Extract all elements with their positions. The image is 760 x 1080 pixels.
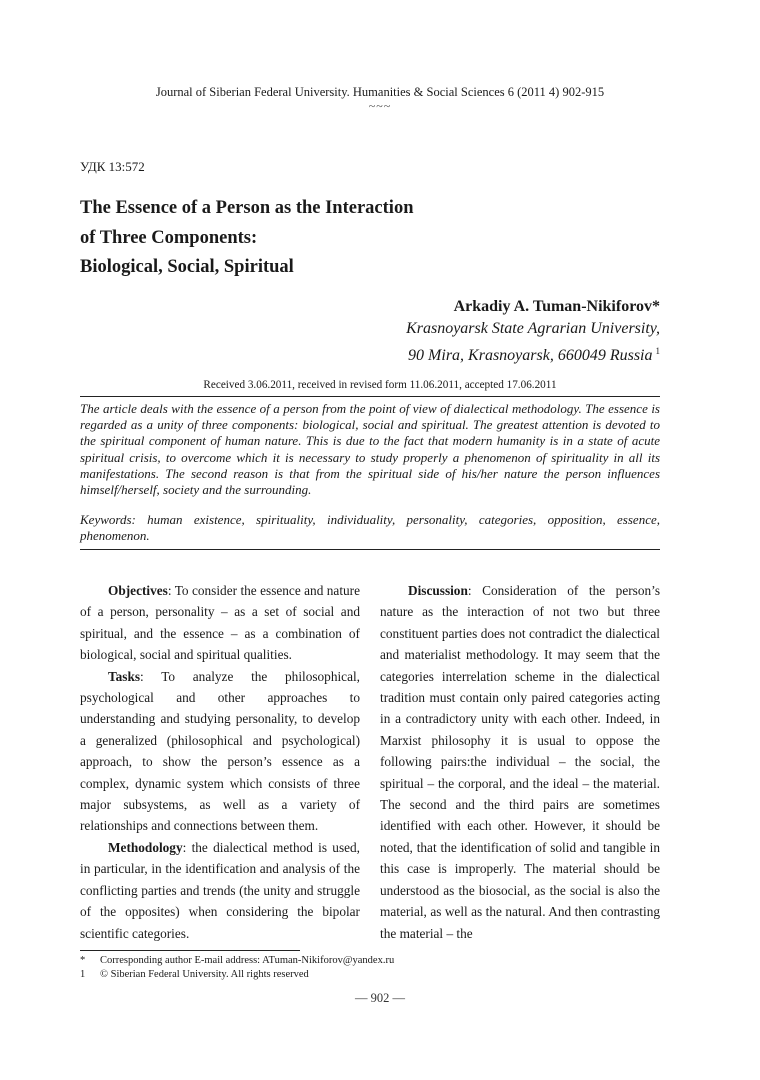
discussion-text: : Consideration of the person’s nature as the interaction of not two but three constituent parties does not contradict the dialectical and materialist methodology. It may seem that the categories interrelation scheme in the dialectical tradition must contain only paired categories acting in a contradictory unity with each other. Indeed, in Marxist philosophy it is usual to oppose the following pairs:the individual – the social, the spiritual – the corporal, and the ideal – the material. The second and the third pairs are sometimes identified with each other. However, it should be noted, that the identification of solid and tangible in this case is improperly. The material should be understood as the biosocial, as the social is also the material, as well as the natural. And then contrasting the material – the <box>380 583 660 941</box>
header-ornament: ~~~ <box>368 99 392 113</box>
article-title <box>80 194 480 283</box>
discussion-label: Discussion <box>408 583 468 598</box>
tasks-paragraph <box>80 666 360 837</box>
methodology-label: Methodology <box>108 839 183 855</box>
affiliation-line-2 <box>406 340 660 367</box>
title-line-3: Biological, Social, Spiritual <box>80 257 294 277</box>
affiliation-line-1: Krasnoyarsk State Agrarian University, <box>406 320 660 337</box>
abstract-bottom-rule <box>80 549 660 550</box>
footnote-mark: 1 <box>80 969 86 980</box>
footnote-copyright <box>80 968 309 981</box>
objectives-text: : To consider the essence and nature of a person, personality – as a set of social and spiritual, and the essence – as a combination of biological, social and spiritual qualities. <box>80 583 360 663</box>
udk-code: УДК 13:572 <box>80 159 145 174</box>
affiliation-address: 90 Mira, Krasnoyarsk, 660049 Russia <box>408 347 653 364</box>
journal-header: Journal of Siberian Federal University. Humanities & Social Sciences 6 (2011 4) 902-915 <box>155 85 605 99</box>
tasks-label: Tasks <box>108 668 141 684</box>
author-name: Arkadiy A. Tuman-Nikiforov* <box>453 298 660 315</box>
objectives-paragraph <box>80 580 360 666</box>
author-block <box>406 296 660 367</box>
page-number: — 902 — <box>355 991 405 1005</box>
body-column-right <box>380 580 660 944</box>
title-line-1: The Essence of a Person as the Interaction <box>80 198 414 218</box>
footnote-text: © Siberian Federal University. All rights reserved <box>100 969 309 980</box>
tasks-text: : To analyze the philosophical, psychological and other approaches to understanding and studying personality, to develop a generalized (philosophical and psychological) approach, to show the person’s essence as a complex, dynamic system which consists of three major subsystems, as well as a variety of relationships and connections between them. <box>80 668 360 834</box>
received-dates: Received 3.06.2011, received in revised form 11.06.2011, accepted 17.06.2011 <box>203 379 557 391</box>
abstract-top-rule <box>80 396 660 397</box>
footnote-text: Corresponding author E-mail address: ATuman-Nikiforov@yandex.ru <box>100 955 395 966</box>
discussion-paragraph <box>380 580 660 944</box>
objectives-label: Objectives <box>108 583 168 598</box>
methodology-text: : the dialectical method is used, in particular, in the identification and analysis of the conflicting parties and trends (the unity and struggle of the opposites) when considering the bipolar scientific categories. <box>80 839 360 941</box>
abstract: The article deals with the essence of a person from the point of view of dialectical methodology. The essence is regarded as a unity of three components: biological, social and spiritual. The greatest attention is devoted to the spiritual component of human nature. This is due to the fact that modern humanity is in a state of acute spiritual crisis, to overcome which it is necessary to study properly a phenomenon of spirituality in all its manifestations. The second reason is that from the spiritual side of his/her nature the person influences himself/herself, society and the surrounding. <box>80 401 660 498</box>
footnote-rule <box>80 950 300 951</box>
affiliation-footnote-mark: 1 <box>655 346 660 356</box>
footnote-mark: * <box>80 955 86 966</box>
keywords: Keywords: human existence, spirituality, individuality, personality, categories, opposition, essence, phenomenon. <box>80 512 660 544</box>
body-column-left <box>80 580 360 944</box>
footnote-corresponding <box>80 954 394 967</box>
title-line-2: of Three Components: <box>80 227 258 248</box>
methodology-paragraph <box>80 837 360 944</box>
